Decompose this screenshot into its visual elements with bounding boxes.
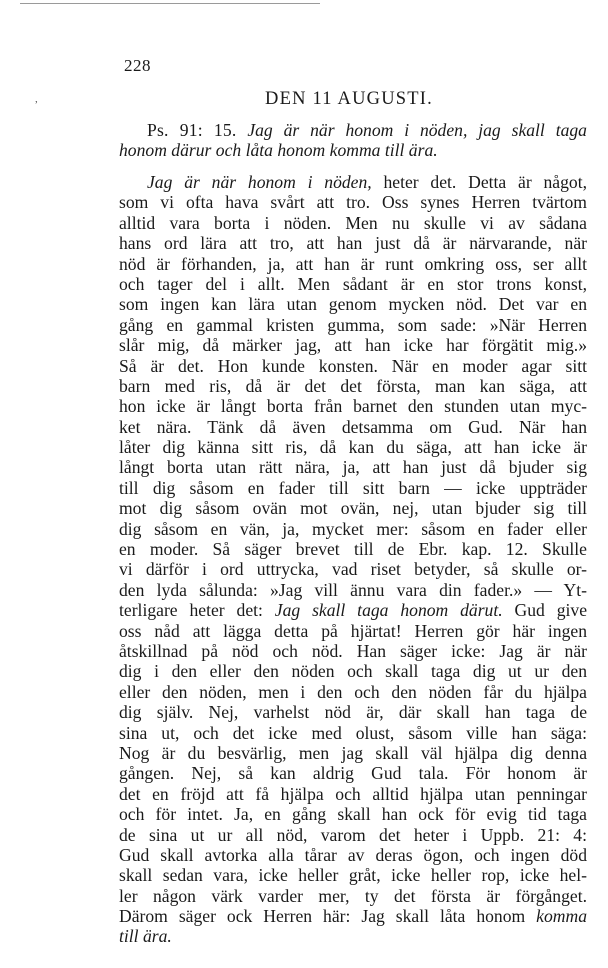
text-line: alltid vara borta i nöden. Men nu skulle vi av sådana (119, 212, 587, 233)
top-edge-rule (20, 3, 320, 4)
text-line (119, 906, 587, 926)
text-line: Gud skall avtorka alla tårar av deras ögon, och ingen död (119, 844, 587, 865)
text-line: som vi ofta hava svårt att tro. Oss synes Herren tvärtom (119, 192, 587, 213)
quoted-verse: komma (536, 906, 587, 927)
text-line: till dig såsom en fader till sitt barn — icke uppträder (119, 477, 587, 498)
page-heading: DEN 11 AUGUSTI. (265, 89, 433, 109)
text-line: Så är det. Hon kunde konsten. När en moder agar sitt (119, 355, 587, 376)
text-line: och för intet. Ja, en gång skall han ock för evig tid taga (119, 804, 587, 825)
text-line: vi därför i ord uttrycka, vad riset betyder, så skulle or- (119, 559, 587, 580)
text-line: skall sedan vara, icke heller gråt, icke heller rop, icke hel- (119, 865, 587, 886)
text-line: låter dig känna sitt ris, då kan du säga, att han icke är (119, 437, 587, 458)
text-line: Nog är du besvärlig, men jag skall väl hjälpa dig denna (119, 742, 587, 763)
text-line (119, 600, 587, 620)
text-line: de sina ut ur all nöd, varom det heter i Uppb. 21: 4: (119, 824, 587, 845)
text-line: barn med ris, då är det det första, man kan säga, att (119, 375, 587, 396)
motto-line (119, 140, 587, 160)
text-line: gången. Nej, så kan aldrig Gud tala. För honom är (119, 763, 587, 784)
text-line: oss nåd att lägga detta på hjärtat! Herren gör här ingen (119, 620, 587, 641)
text-line: eller den nöden, men i den och den nöden får du hjälpa (119, 681, 587, 702)
quoted-verse: Jag är när honom i nöden, (147, 172, 372, 192)
text-line (119, 926, 587, 946)
quoted-verse: till ära. (119, 926, 172, 947)
scripture-motto (119, 120, 587, 161)
page-number: 228 (124, 56, 151, 75)
text-span: terligare heter det: (119, 600, 275, 621)
scripture-reference: Ps. 91: 15. (147, 120, 237, 140)
quoted-verse: Jag skall taga honom därut. (274, 600, 503, 621)
text-line: hans ord lära att tro, att han just då är närvarande, när (119, 233, 587, 254)
text-line: hon icke är långt borta från barnet den stunden utan myc- (119, 396, 587, 417)
text-line: mot dig såsom ovän mot ovän, nej, utan bjuder sig till (119, 498, 587, 519)
text-span: heter det. Detta är något, (371, 172, 587, 192)
text-line: slår mig, då märker jag, att han icke har förgätit mig.» (119, 335, 587, 356)
text-line: ler någon värk varder mer, ty det första är förgånget. (119, 885, 587, 906)
text-line: en moder. Så säger brevet till de Ebr. kap. 12. Skulle (119, 539, 587, 560)
text-line: åtskillnad på nöd och nöd. Han säger icke: Jag är när (119, 640, 587, 661)
motto-line (119, 120, 587, 140)
text-line: gång en gammal kristen gumma, som sade: »När Herren (119, 314, 587, 335)
text-line (119, 172, 587, 192)
motto-text: honom därur och låta honom komma till ära. (119, 140, 438, 161)
text-line: ket nära. Tänk då även detsamma om Gud. När han (119, 416, 587, 437)
text-line: sina ut, och det icke med olust, såsom ville han säga: (119, 722, 587, 743)
text-line: nöd är förhanden, ja, att han är runt omkring oss, ser allt (119, 253, 587, 274)
text-span: Därom säger ock Herren här: Jag skall låta honom (119, 906, 537, 927)
body-text (119, 172, 587, 947)
text-line: dig i den eller den nöden och skall taga dig ut ur den (119, 661, 587, 682)
text-span: Gud give (502, 600, 588, 621)
text-line: den lyda sålunda: »Jag vill ännu vara din fader.» — Yt- (119, 579, 587, 600)
motto-text: Jag är när honom i nöden, jag skall taga (247, 120, 587, 140)
text-line: dig såsom en vän, ja, mycket mer: såsom en fader eller (119, 518, 587, 539)
text-line: det en fröjd att få hjälpa och alltid hjälpa utan penningar (119, 783, 587, 804)
text-line: långt borta utan rätt nära, ja, att han just då bjuder sig (119, 457, 587, 478)
text-line: dig själv. Nej, varhelst nöd är, där skall han taga de (119, 702, 587, 723)
text-line: och tager del i allt. Men sådant är en stor trons konst, (119, 273, 587, 294)
stray-mark: , (35, 93, 38, 105)
text-line: som ingen kan lära utan genom mycken nöd. Det var en (119, 294, 587, 315)
